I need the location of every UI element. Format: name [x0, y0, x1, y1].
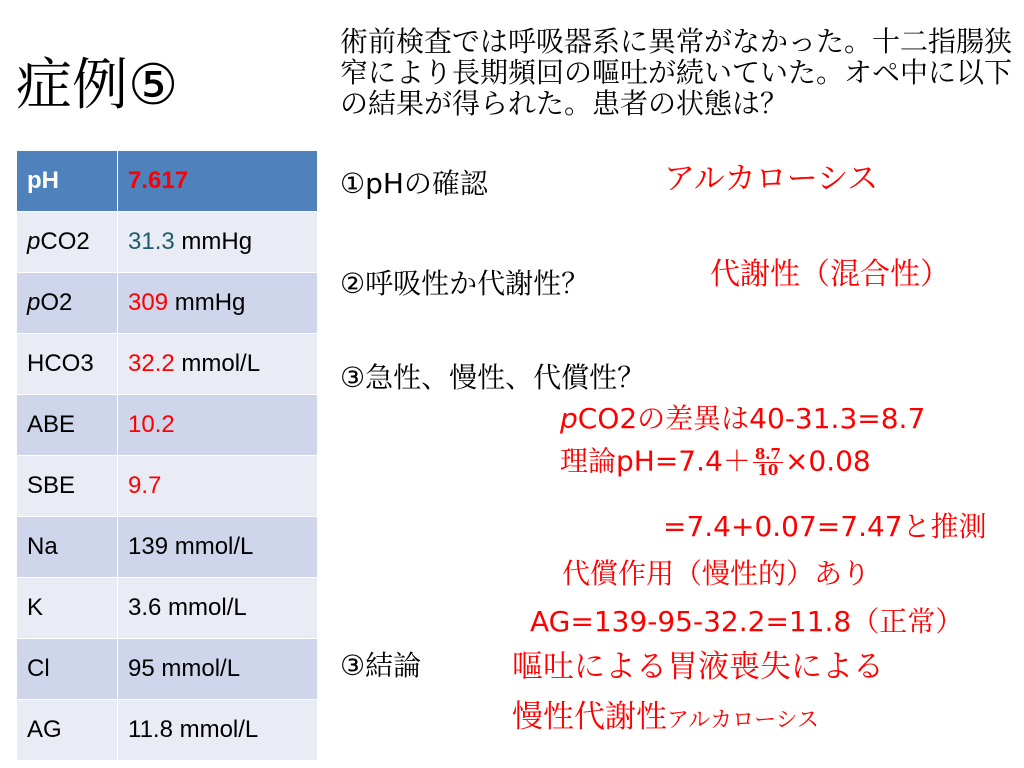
lab-name: Na — [17, 517, 118, 578]
lab-unit: mmHg — [181, 228, 253, 255]
calc-estimate: =7.4+0.07=7.47と推測 — [663, 510, 987, 543]
calc-pco2-difference — [560, 402, 926, 435]
lab-value: 139 mmol/L — [118, 517, 318, 578]
lab-value: 3.6 mmol/L — [118, 578, 318, 639]
question-acute-chronic: ③急性、慢性、代償性？ — [340, 361, 646, 394]
fraction-denominator: 10 — [757, 461, 779, 479]
lab-name: ABE — [17, 395, 118, 456]
fraction — [753, 447, 783, 478]
lab-name — [17, 212, 118, 273]
answer-alkalosis: アルカローシス — [664, 161, 879, 197]
partial-pressure-prefix: p — [27, 228, 41, 255]
lab-value — [118, 273, 318, 334]
table-row — [17, 151, 318, 212]
lab-value — [118, 456, 318, 517]
lab-number: 9.7 — [128, 472, 162, 499]
table-row — [17, 273, 318, 334]
lab-number: 31.3 — [128, 228, 175, 255]
lab-results-table — [16, 150, 318, 761]
lab-name: pH — [17, 151, 118, 212]
lab-name: SBE — [17, 456, 118, 517]
lab-unit: mmol/L — [181, 350, 261, 377]
lab-value — [118, 395, 318, 456]
lab-number: 7.617 — [128, 167, 189, 194]
conclusion-main: 慢性代謝性 — [512, 699, 667, 735]
lab-name-text: CO2 — [40, 228, 90, 255]
lab-number: 10.2 — [128, 411, 175, 438]
conclusion-line-1: 嘔吐による胃液喪失による — [512, 649, 884, 685]
lab-name — [17, 273, 118, 334]
case-description: 術前検査では呼吸器系に異常がなかった。十二指腸狭窄により長期頻回の嘔吐が続いていた。オペ中に以下の結果が得られた。患者の状態は？ — [340, 25, 1013, 120]
partial-pressure-prefix: p — [560, 402, 578, 435]
lab-name: Cl — [17, 639, 118, 700]
lab-name: HCO3 — [17, 334, 118, 395]
calc-anion-gap: AG=139-95-32.2=11.8（正常） — [530, 605, 964, 638]
lab-value — [118, 151, 318, 212]
slide-title: 症例⑤ — [16, 53, 179, 118]
lab-value: 95 mmol/L — [118, 639, 318, 700]
conclusion-small: アルカローシス — [667, 708, 820, 733]
table-row — [17, 517, 318, 578]
lab-unit: mmHg — [174, 289, 246, 316]
calc-theoretical-ph — [560, 444, 871, 479]
calc-pco2-text: CO2の差異は40-31.3=8.7 — [577, 402, 926, 435]
table-row — [17, 395, 318, 456]
table-row — [17, 700, 318, 761]
answer-metabolic-mixed: 代謝性（混合性） — [710, 257, 950, 292]
fraction-numerator: 8.7 — [754, 445, 781, 463]
question-resp-or-metabolic: ②呼吸性か代謝性？ — [340, 267, 590, 300]
conclusion-line-2 — [512, 699, 820, 735]
table-row — [17, 212, 318, 273]
lab-name-text: O2 — [40, 289, 73, 316]
partial-pressure-prefix: p — [27, 289, 41, 316]
lab-value: 11.8 mmol/L — [118, 700, 318, 761]
lab-number: 32.2 — [128, 350, 175, 377]
table-row — [17, 334, 318, 395]
lab-value — [118, 334, 318, 395]
table-row — [17, 639, 318, 700]
calc-theoretical-ph-end: ×0.08 — [784, 444, 871, 478]
lab-name: K — [17, 578, 118, 639]
lab-value — [118, 212, 318, 273]
question-ph-check: ①pHの確認 — [340, 167, 488, 200]
calc-theoretical-ph-start: 理論pH=7.4＋ — [560, 444, 751, 478]
calc-compensation: 代償作用（慢性的）あり — [562, 557, 871, 590]
lab-name: AG — [17, 700, 118, 761]
table-row — [17, 456, 318, 517]
table-row — [17, 578, 318, 639]
question-conclusion: ③結論 — [340, 649, 422, 682]
lab-number: 309 — [128, 289, 169, 316]
